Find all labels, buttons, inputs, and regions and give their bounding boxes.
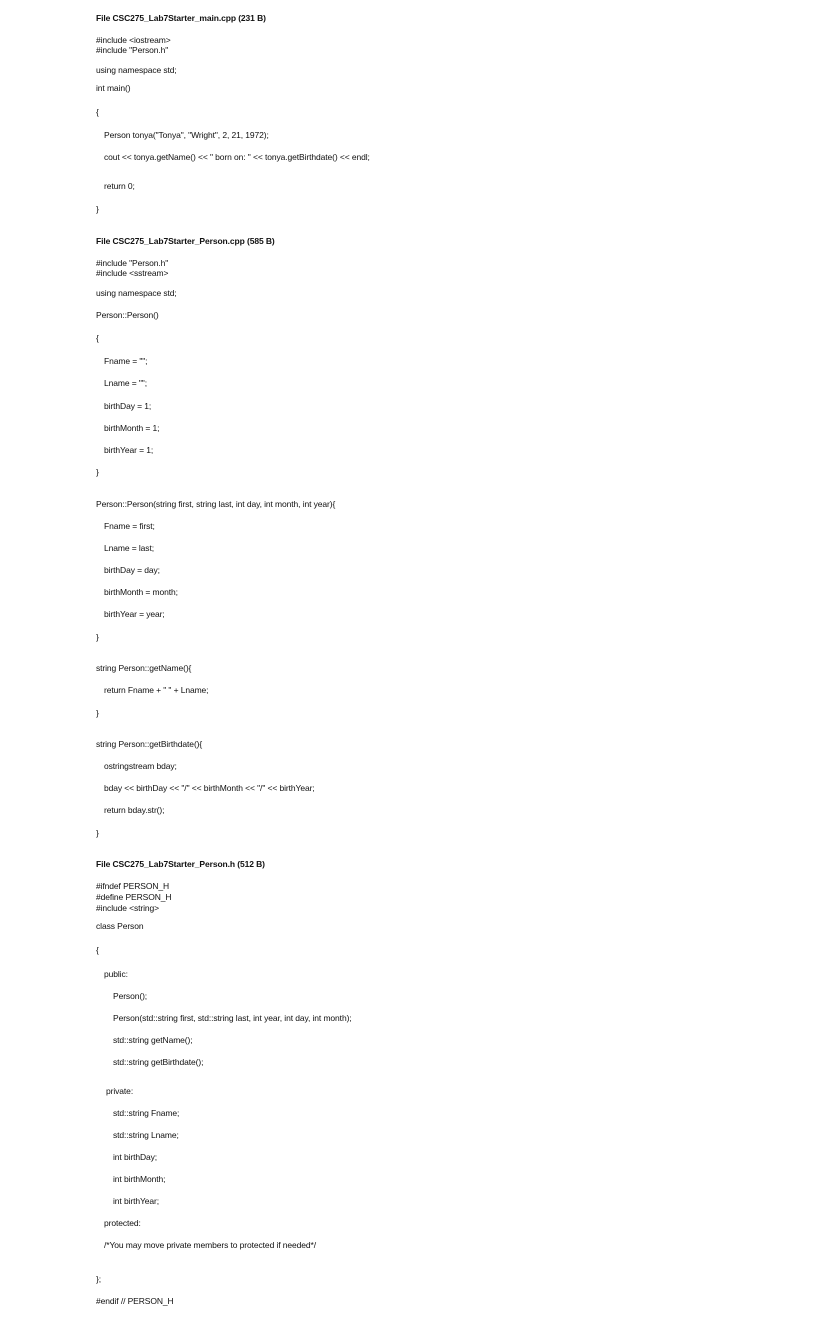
code-line: Person::Person(string first, string last, int day, int month, int year){ — [96, 499, 336, 509]
code-line: return 0; — [104, 181, 135, 191]
code-line: birthYear = year; — [104, 609, 165, 619]
file-header-person-h: File CSC275_Lab7Starter_Person.h (512 B) — [96, 859, 265, 869]
code-line: #include "Person.h" — [96, 258, 169, 268]
code-line: string Person::getBirthdate(){ — [96, 739, 203, 749]
code-line: #ifndef PERSON_H — [96, 881, 170, 891]
code-line: using namespace std; — [96, 65, 177, 75]
code-line: { — [96, 107, 99, 117]
code-line: #include <sstream> — [96, 268, 169, 278]
code-line: return bday.str(); — [104, 805, 165, 815]
file-header-main: File CSC275_Lab7Starter_main.cpp (231 B) — [96, 13, 266, 23]
code-line: #endif // PERSON_H — [96, 1296, 174, 1306]
code-line: } — [96, 828, 99, 838]
code-line: int birthDay; — [113, 1152, 158, 1162]
code-line: birthDay = day; — [104, 565, 160, 575]
code-line: { — [96, 945, 99, 955]
code-line: std::string getBirthdate(); — [113, 1057, 204, 1067]
code-line: bday << birthDay << "/" << birthMonth << "/" << birthYear; — [104, 783, 315, 793]
code-line: ostringstream bday; — [104, 761, 177, 771]
code-line: Lname = last; — [104, 543, 154, 553]
code-line: Fname = ""; — [104, 356, 148, 366]
code-line: public: — [104, 969, 128, 979]
code-line: #include "Person.h" — [96, 45, 169, 55]
code-line: return Fname + " " + Lname; — [104, 685, 209, 695]
code-line: std::string getName(); — [113, 1035, 193, 1045]
code-line: birthMonth = month; — [104, 587, 178, 597]
code-line: } — [96, 467, 99, 477]
code-line: Person(); — [113, 991, 148, 1001]
code-line: Person::Person() — [96, 310, 159, 320]
code-line: birthMonth = 1; — [104, 423, 160, 433]
code-line: }; — [96, 1274, 102, 1284]
code-line: class Person — [96, 921, 144, 931]
code-line: int main() — [96, 83, 131, 93]
code-line: Lname = ""; — [104, 378, 147, 388]
file-header-person-cpp: File CSC275_Lab7Starter_Person.cpp (585 B) — [96, 236, 275, 246]
code-line: #include <iostream> — [96, 35, 171, 45]
code-line: birthDay = 1; — [104, 401, 152, 411]
code-line: } — [96, 632, 99, 642]
code-line: using namespace std; — [96, 288, 177, 298]
code-line: string Person::getName(){ — [96, 663, 192, 673]
code-line: /*You may move private members to protected if needed*/ — [104, 1240, 316, 1250]
code-line: Person(std::string first, std::string last, int year, int day, int month); — [113, 1013, 352, 1023]
code-line: std::string Fname; — [113, 1108, 180, 1118]
code-line: } — [96, 204, 99, 214]
code-line: #define PERSON_H — [96, 892, 172, 902]
code-line: protected: — [104, 1218, 141, 1228]
code-line: } — [96, 708, 99, 718]
code-line: private: — [106, 1086, 134, 1096]
code-line: { — [96, 333, 99, 343]
code-line: birthYear = 1; — [104, 445, 154, 455]
code-line: int birthMonth; — [113, 1174, 166, 1184]
code-line: #include <string> — [96, 903, 160, 913]
code-line: int birthYear; — [113, 1196, 160, 1206]
code-line: Fname = first; — [104, 521, 155, 531]
code-line: Person tonya("Tonya", "Wright", 2, 21, 1972); — [104, 130, 269, 140]
code-line: cout << tonya.getName() << " born on: " << tonya.getBirthdate() << endl; — [104, 152, 370, 162]
code-line: std::string Lname; — [113, 1130, 179, 1140]
